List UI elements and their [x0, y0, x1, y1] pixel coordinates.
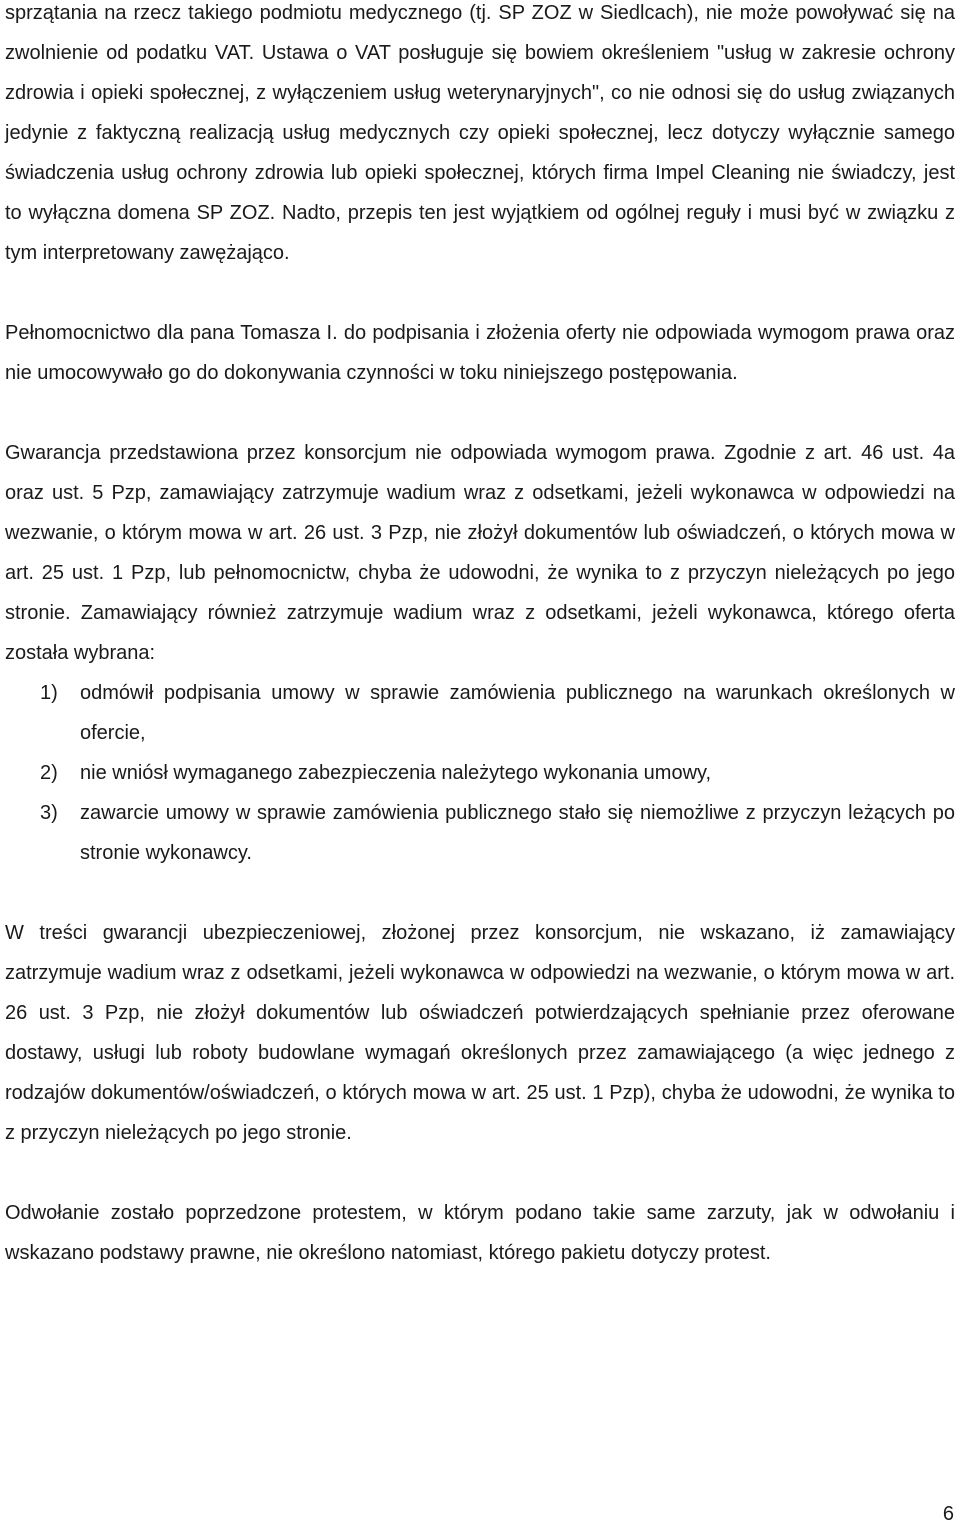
paragraph-spacer — [5, 273, 955, 313]
page-number: 6 — [942, 1503, 954, 1525]
list-item — [5, 753, 955, 793]
list-item-number: 1) — [40, 682, 58, 704]
document-page — [5, 0, 955, 1273]
list-item-text: nie wniósł wymaganego zabezpieczenia należytego wykonania umowy, — [80, 762, 712, 784]
paragraph-insurance-guarantee: W treści gwarancji ubezpieczeniowej, złożonej przez konsorcjum, nie wskazano, iż zamawiający zatrzymuje wadium wraz z odsetkami, jeżeli wykonawca w odpowiedzi na wezwanie, o którym mowa w art. 26 ust. 3 Pzp, nie złożył dokumentów lub oświadczeń potwierdzających spełnianie przez oferowane dostawy, usługi lub roboty budowlane wymagań określonych przez zamawiającego (a więc jednego z rodzajów dokumentów/oświadczeń, o których mowa w art. 25 ust. 1 Pzp), chyba że udowodni, że wynika to z przyczyn nieleżących po jego stronie. — [5, 922, 955, 1144]
conditions-list — [5, 673, 955, 873]
list-item-number: 2) — [40, 762, 58, 784]
paragraph-guarantee: Gwarancja przedstawiona przez konsorcjum nie odpowiada wymogom prawa. Zgodnie z art. 46 ust. 4a oraz ust. 5 Pzp, zamawiający zatrzymuje wadium wraz z odsetkami, jeżeli wykonawca w odpowiedzi na wezwanie, o którym mowa w art. 26 ust. 3 Pzp, nie złożył dokumentów lub oświadczeń, o których mowa w art. 25 ust. 1 Pzp, lub pełnomocnictw, chyba że udowodni, że wynika to z przyczyn nieleżących po jego stronie. Zamawiający również zatrzymuje wadium wraz z odsetkami, jeżeli wykonawca, którego oferta została wybrana: — [5, 442, 955, 664]
list-item-text: odmówił podpisania umowy w sprawie zamówienia publicznego na warunkach określonych w ofercie, — [80, 682, 955, 744]
list-item-text: zawarcie umowy w sprawie zamówienia publicznego stało się niemożliwe z przyczyn leżących po stronie wykonawcy. — [80, 802, 955, 864]
paragraph-spacer — [5, 1153, 955, 1193]
list-item — [5, 673, 955, 753]
paragraph-power-of-attorney: Pełnomocnictwo dla pana Tomasza I. do podpisania i złożenia oferty nie odpowiada wymogom prawa oraz nie umocowywało go do dokonywania czynności w toku niniejszego postępowania. — [5, 322, 955, 384]
list-item-number: 3) — [40, 802, 58, 824]
paragraph-spacer — [5, 873, 955, 913]
list-item — [5, 793, 955, 873]
paragraph-vat-exemption: sprzątania na rzecz takiego podmiotu medycznego (tj. SP ZOZ w Siedlcach), nie może powoływać się na zwolnienie od podatku VAT. Ustawa o VAT posługuje się bowiem określeniem "usług w zakresie ochrony zdrowia i opieki społecznej, z wyłączeniem usług weterynaryjnych", co nie odnosi się do usług związanych jedynie z faktyczną realizacją usług medycznych czy opieki społecznej, lecz dotyczy wyłącznie samego świadczenia usług ochrony zdrowia lub opieki społecznej, których firma Impel Cleaning nie świadczy, jest to wyłączna domena SP ZOZ. Nadto, przepis ten jest wyjątkiem od ogólnej reguły i musi być w związku z tym interpretowany zawężająco. — [5, 2, 955, 264]
paragraph-protest: Odwołanie zostało poprzedzone protestem, w którym podano takie same zarzuty, jak w odwołaniu i wskazano podstawy prawne, nie określono natomiast, którego pakietu dotyczy protest. — [5, 1202, 955, 1264]
paragraph-spacer — [5, 393, 955, 433]
